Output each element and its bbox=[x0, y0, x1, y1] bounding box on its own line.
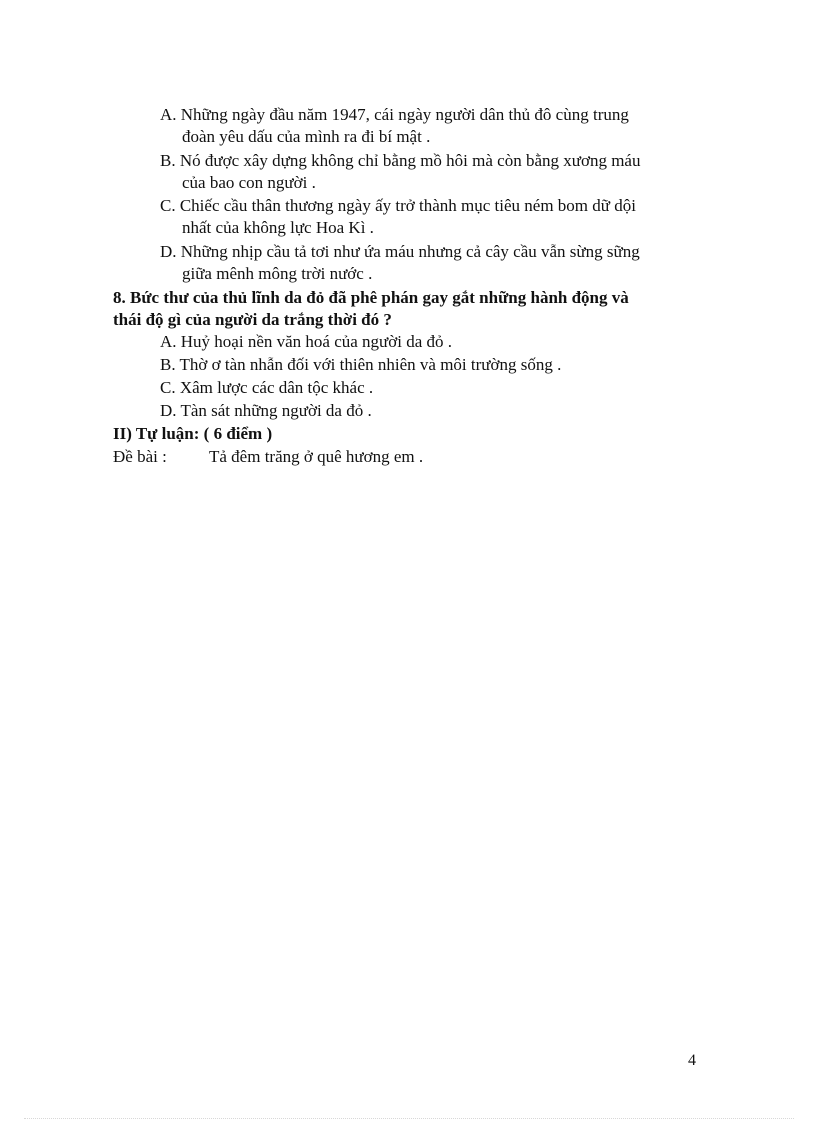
q7-option-d-line2: giữa mênh mông trời nước . bbox=[182, 264, 373, 283]
q7-option-d-line1: D. Những nhịp cầu tả tơi như ứa máu nhưng cả cây cầu vẫn sừng sững bbox=[160, 242, 640, 261]
q7-option-c-line1: C. Chiếc cầu thân thương ngày ấy trở thành mục tiêu ném bom dữ dội bbox=[160, 196, 636, 215]
question-8-title-line1: 8. Bức thư của thủ lĩnh da đỏ đã phê phán gay gắt những hành động và bbox=[113, 288, 629, 307]
page-number: 4 bbox=[688, 1052, 696, 1069]
essay-prompt-label: Đề bài : bbox=[113, 447, 167, 466]
question-8-title-line2: thái độ gì của người da trắng thời đó ? bbox=[113, 310, 392, 329]
essay-heading: II) Tự luận: ( 6 điểm ) bbox=[113, 424, 273, 443]
q7-option-a-line1: A. Những ngày đầu năm 1947, cái ngày người dân thủ đô cùng trung bbox=[160, 105, 629, 124]
page-bottom-divider bbox=[24, 1118, 794, 1119]
q8-option-b: B. Thờ ơ tàn nhẫn đối với thiên nhiên và môi trường sống . bbox=[160, 355, 562, 374]
q8-option-a: A. Huỷ hoại nền văn hoá của người da đỏ . bbox=[160, 332, 453, 351]
q7-option-b-line2: của bao con người . bbox=[182, 173, 316, 192]
q8-option-c: C. Xâm lược các dân tộc khác . bbox=[160, 378, 374, 397]
q7-option-b-line1: B. Nó được xây dựng không chỉ bằng mồ hôi mà còn bằng xương máu bbox=[160, 151, 641, 170]
q7-option-a-line2: đoàn yêu dấu của mình ra đi bí mật . bbox=[182, 127, 431, 146]
q7-option-c-line2: nhất của không lực Hoa Kì . bbox=[182, 218, 374, 237]
q8-option-d: D. Tàn sát những người da đỏ . bbox=[160, 401, 372, 420]
essay-prompt-text: Tả đêm trăng ở quê hương em . bbox=[209, 447, 424, 466]
